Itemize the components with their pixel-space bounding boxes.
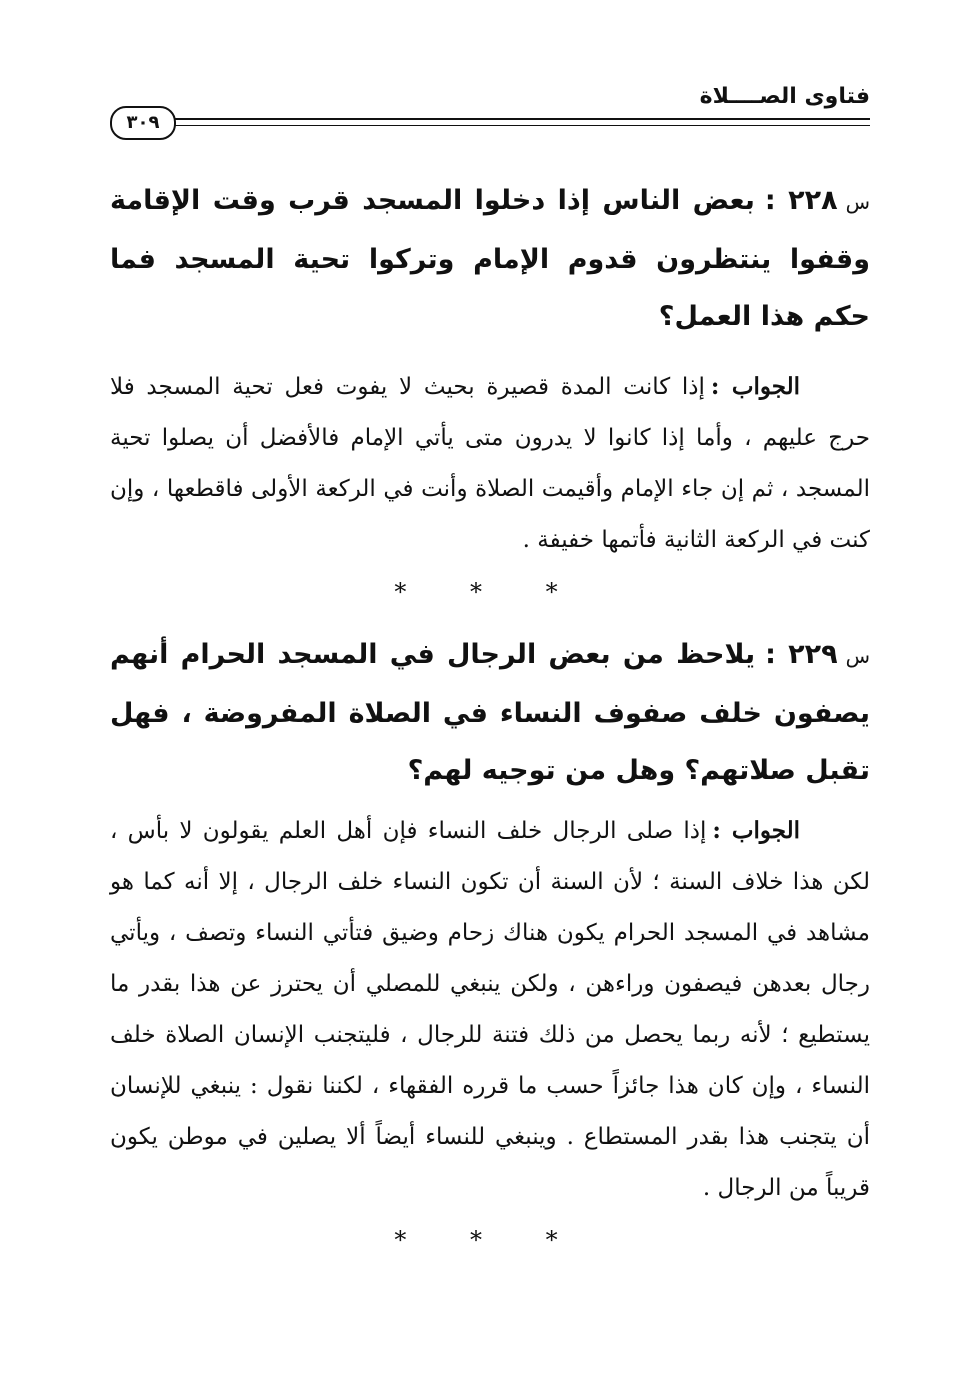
page-number-badge: ٣٠٩ xyxy=(110,106,176,140)
question-mark: س xyxy=(845,644,870,668)
header-rule-thin xyxy=(174,125,870,126)
answer-label: الجواب : xyxy=(710,373,800,400)
question-mark: س xyxy=(845,190,870,214)
page-content xyxy=(110,172,870,1274)
header-rule xyxy=(174,118,870,120)
question-228 xyxy=(110,172,870,345)
question-text: بعض الناس إذا دخلوا المسجد قرب وقت الإقامة وقفوا ينتظرون قدوم الإمام وتركوا تحية المسجد فما حكم هذا العمل؟ xyxy=(110,185,870,332)
section-separator: * * * xyxy=(394,578,586,606)
question-number: ٢٢٨ : xyxy=(764,185,838,216)
answer-229 xyxy=(110,805,870,1214)
question-229 xyxy=(110,626,870,799)
answer-text: إذا كانت المدة قصيرة بحيث لا يفوت فعل تحية المسجد فلا حرج عليهم ، وأما إذا كانوا لا يدرون متى يأتي الإمام فالأفضل أن يصلوا تحية المسجد ، ثم إن جاء الإمام وأقيمت الصلاة وأنت في الركعة الأولى فاقطعها ، وإن كنت في الركعة الثانية فأتمها خفيفة . xyxy=(110,374,870,553)
book-title: فتاوى الصــــلاة xyxy=(699,84,870,109)
running-header xyxy=(110,84,870,148)
answer-text: إذا صلى الرجال خلف النساء فإن أهل العلم يقولون لا بأس ، لكن هذا خلاف السنة ؛ لأن السنة أن تكون النساء خلف الرجال ، إلا أنه كما هو مشاهد في المسجد الحرام يكون هناك زحام وضيق فتأتي النساء وتصف ، ويأتي رجال بعدهن فيصفون وراءهن ، ولكن ينبغي للمصلي أن يحترز عن هذا بقدر ما يستطيع ؛ لأنه ربما يحصل من ذلك فتنة للرجال ، فليتجنب الإنسان الصلاة خلف النساء ، وإن كان هذا جائزاً حسب ما قرره الفقهاء ، لكننا نقول : ينبغي للإنسان أن يتجنب هذا بقدر المستطاع . وينبغي للنساء أيضاً ألا يصلين في موطن يكون قريباً من الرجال . xyxy=(110,818,870,1201)
question-number: ٢٢٩ : xyxy=(765,639,838,670)
answer-228 xyxy=(110,361,870,566)
question-text: يلاحظ من بعض الرجال في المسجد الحرام أنهم يصفون خلف صفوف النساء في الصلاة المفروضة ، فهل تقبل صلاتهم؟ وهل من توجيه لهم؟ xyxy=(110,639,870,786)
section-separator: * * * xyxy=(394,1226,586,1254)
answer-label: الجواب : xyxy=(712,817,800,844)
